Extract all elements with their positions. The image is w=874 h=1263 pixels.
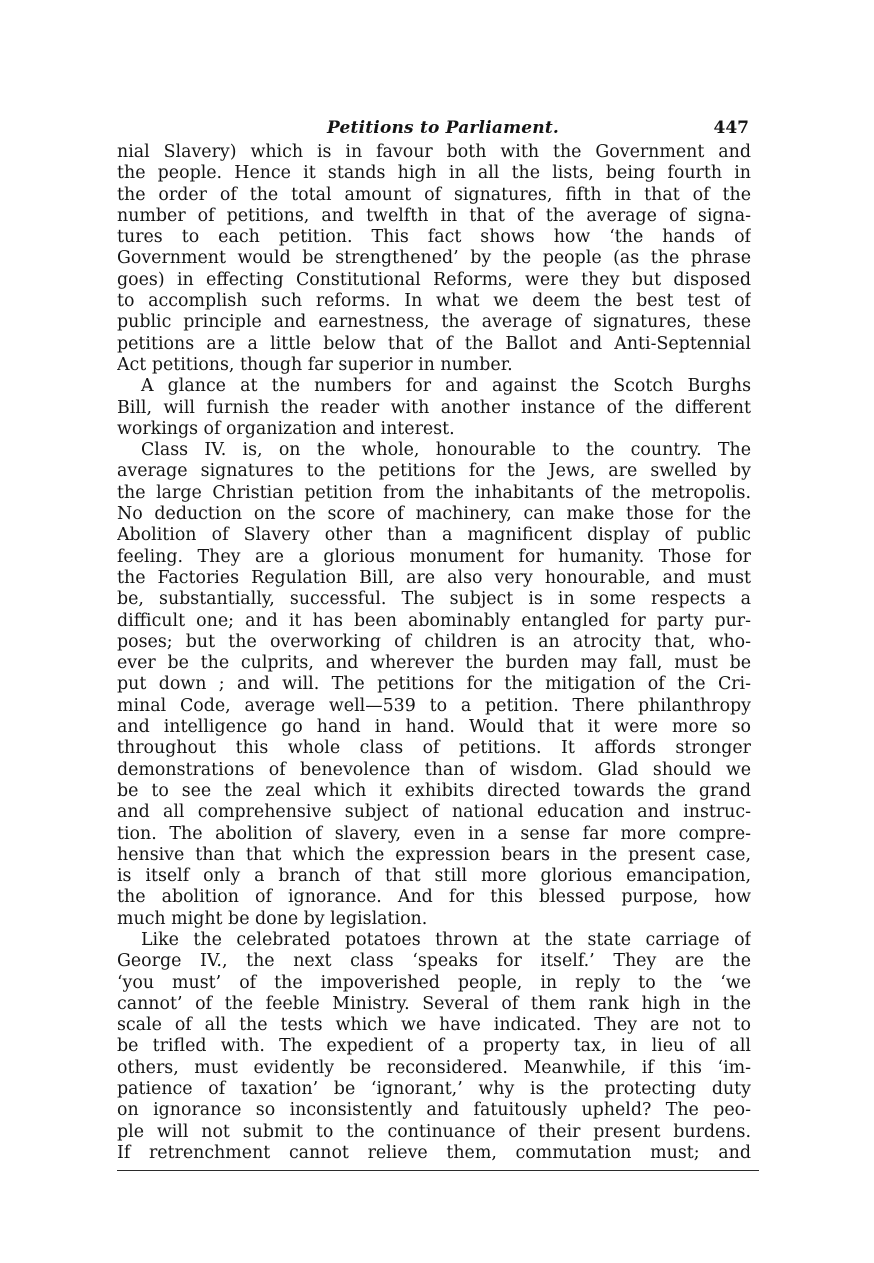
text-line: difficult one; and it has been abominably entangled for party pur- — [117, 610, 751, 631]
text-line: put down ; and will. The petitions for the mitigation of the Cri- — [117, 674, 751, 695]
text-line: number of petitions, and twelfth in that of the average of signa- — [117, 205, 751, 226]
text-line: petitions are a little below that of the Ballot and Anti-Septennial — [117, 333, 751, 354]
text-line: George IV., the next class ‘speaks for itself.’ They are the — [117, 951, 751, 972]
text-line: patience of taxation’ be ‘ignorant,’ why is the protecting duty — [117, 1079, 751, 1100]
text-line: and all comprehensive subject of national education and instruc- — [117, 802, 751, 823]
text-line: the Factories Regulation Bill, are also very honourable, and must — [117, 567, 751, 588]
text-line: much might be done by legislation. — [117, 908, 428, 929]
body-text — [117, 142, 751, 1164]
text-line: scale of all the tests which we have indicated. They are not to — [117, 1015, 751, 1036]
text-line: is itself only a branch of that still more glorious emancipation, — [117, 866, 751, 887]
book-page — [117, 112, 751, 1171]
text-line: cannot’ of the feeble Ministry. Several of them rank high in the — [117, 993, 751, 1014]
text-line: tion. The abolition of slavery, even in a sense far more compre- — [117, 823, 751, 844]
text-line: demonstrations of benevolence than of wisdom. Glad should we — [117, 759, 751, 780]
text-line: ever be the culprits, and wherever the burden may fall, must be — [117, 653, 751, 674]
running-head — [117, 112, 751, 142]
text-line: throughout this whole class of petitions. It affords stronger — [117, 738, 751, 759]
text-line: Abolition of Slavery other than a magnificent display of public — [117, 525, 751, 546]
text-line: the people. Hence it stands high in all the lists, being fourth in — [117, 163, 751, 184]
text-line: hensive than that which the expression bears in the present case, — [117, 844, 751, 865]
text-line: the order of the total amount of signatures, fifth in that of the — [117, 184, 751, 205]
text-line: the large Christian petition from the inhabitants of the metropolis. — [117, 482, 751, 503]
text-line: the abolition of ignorance. And for this blessed purpose, how — [117, 887, 751, 908]
text-line: Act petitions, though far superior in number. — [117, 354, 513, 375]
text-line: workings of organization and interest. — [117, 418, 455, 439]
text-line: others, must evidently be reconsidered. Meanwhile, if this ‘im- — [117, 1057, 751, 1078]
text-line: be, substantially, successful. The subject is in some respects a — [117, 589, 751, 610]
text-line: average signatures to the petitions for the Jews, are swelled by — [117, 461, 751, 482]
footer-rule — [117, 1170, 759, 1171]
text-line: ple will not submit to the continuance of their present burdens. — [117, 1121, 751, 1142]
text-line: public principle and earnestness, the average of signatures, these — [117, 312, 751, 333]
text-line: Like the celebrated potatoes thrown at the state carriage of — [141, 929, 751, 950]
text-line: tures to each petition. This fact shows how ‘the hands of — [117, 227, 751, 248]
text-line: nial Slavery) which is in favour both with the Government and — [117, 142, 751, 162]
text-line: If retrenchment cannot relieve them, commutation must; and — [117, 1142, 751, 1163]
text-line: to accomplish such reforms. In what we deem the best test of — [117, 291, 751, 312]
text-line: No deduction on the score of machinery, can make those for the — [117, 504, 751, 525]
text-line: Bill, will furnish the reader with another instance of the different — [117, 397, 751, 418]
running-title: Petitions to Parliament. — [327, 118, 560, 138]
text-line: feeling. They are a glorious monument for humanity. Those for — [117, 546, 751, 567]
text-line: be trifled with. The expedient of a property tax, in lieu of all — [117, 1036, 751, 1057]
text-line: ‘you must’ of the impoverished people, in reply to the ‘we — [117, 972, 751, 993]
text-line: Government would be strengthened’ by the people (as the phrase — [117, 248, 751, 269]
text-line: be to see the zeal which it exhibits directed towards the grand — [117, 780, 751, 801]
text-line: minal Code, average well—539 to a petition. There philanthropy — [117, 695, 751, 716]
text-line: A glance at the numbers for and against the Scotch Burghs — [141, 376, 751, 397]
text-line: poses; but the overworking of children is an atrocity that, who- — [117, 631, 751, 652]
text-line: Class IV. is, on the whole, honourable to the country. The — [141, 440, 751, 461]
page-number: 447 — [713, 118, 749, 138]
text-line: on ignorance so inconsistently and fatuitously upheld? The peo- — [117, 1100, 751, 1121]
text-line: goes) in effecting Constitutional Reforms, were they but disposed — [117, 269, 751, 290]
text-line: and intelligence go hand in hand. Would that it were more so — [117, 717, 751, 738]
